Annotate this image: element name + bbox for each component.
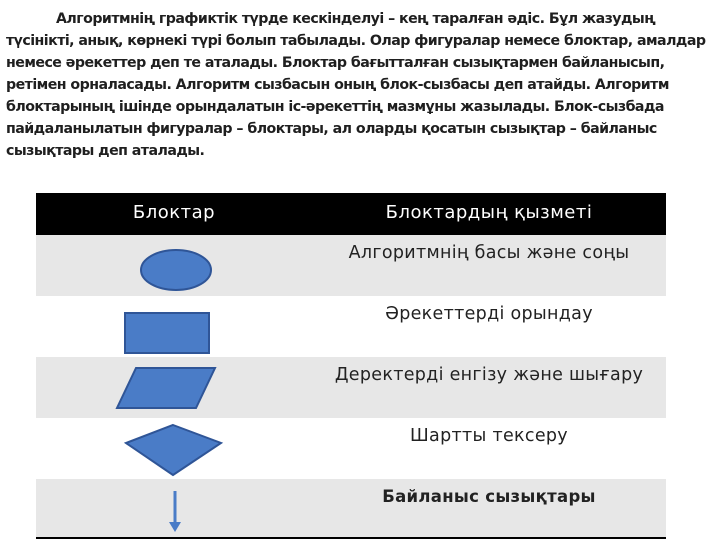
table-bottom-border xyxy=(36,537,666,539)
row-description: Байланыс сызықтары xyxy=(382,487,596,506)
oval-shape xyxy=(36,235,312,296)
header-purpose: Блоктардың қызметі xyxy=(385,202,593,223)
row-description: Алгоритмнің басы және соңы xyxy=(348,243,630,263)
table-header xyxy=(36,193,666,235)
rectangle-shape xyxy=(36,296,312,357)
blocks-table xyxy=(36,193,666,540)
table-row xyxy=(36,235,666,296)
table-row xyxy=(36,418,666,479)
intro-paragraph xyxy=(6,8,712,162)
row-description: Шартты тексеру xyxy=(410,426,568,446)
row-description: Әрекеттерді орындау xyxy=(385,304,593,324)
intro-text: Алгоритмнің графиктік түрде кескінделуі – кең таралған әдіс. Бұл жазудың түсінікті, анық, көрнекі түрі болып табылады. Олар фигуралар немесе блоктар, амалдар немесе әрекеттер деп те аталады. Блоктар бағытталған сызықтармен байланысып, ретімен орналасады. Алгоритм сызбасын оның блок-сызбасы деп атайды. Алгоритм блоктарының ішінде орындалатын іс-әрекеттің мазмұны жазылады. Блок-сызбада пайдаланылатын фигуралар – блоктары, ал оларды қосатын сызықтар – байланыс сызықтары деп аталады. xyxy=(6,11,706,159)
down-arrow-icon xyxy=(36,479,312,537)
table-row xyxy=(36,479,666,537)
row-description: Деректерді енгізу және шығару xyxy=(334,365,644,385)
table-row xyxy=(36,296,666,357)
table-row xyxy=(36,357,666,418)
parallelogram-shape xyxy=(36,357,312,418)
diamond-shape xyxy=(36,418,312,479)
header-blocks: Блоктар xyxy=(132,202,216,223)
